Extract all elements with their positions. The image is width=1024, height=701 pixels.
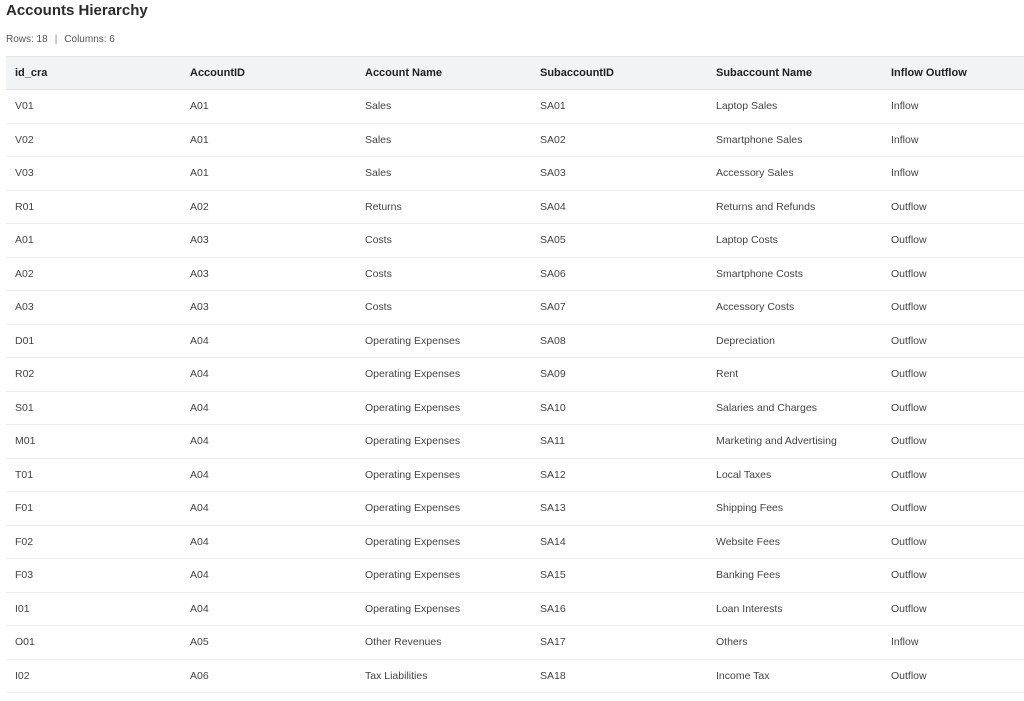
- table-cell: A02: [6, 257, 181, 291]
- table-cell: Outflow: [882, 291, 1024, 325]
- table-row: [6, 525, 1024, 559]
- table-cell: SA10: [531, 391, 707, 425]
- table-cell: Inflow: [882, 157, 1024, 191]
- table-cell: Inflow: [882, 90, 1024, 124]
- table-cell: A06: [181, 659, 356, 693]
- table-cell: A04: [181, 525, 356, 559]
- table-cell: A01: [181, 157, 356, 191]
- table-cell: Outflow: [882, 492, 1024, 526]
- table-cell: R01: [6, 190, 181, 224]
- table-row: [6, 190, 1024, 224]
- table-row: [6, 492, 1024, 526]
- table-cell: Outflow: [882, 190, 1024, 224]
- table-cell: O01: [6, 626, 181, 660]
- table-cell: Smartphone Sales: [707, 123, 882, 157]
- column-header-accountid[interactable]: AccountID: [181, 57, 356, 90]
- table-row: [6, 157, 1024, 191]
- table-cell: A04: [181, 358, 356, 392]
- table-cell: SA08: [531, 324, 707, 358]
- table-row: [6, 659, 1024, 693]
- table-cell: Marketing and Advertising: [707, 425, 882, 459]
- table-cell: A04: [181, 592, 356, 626]
- table-cell: Outflow: [882, 592, 1024, 626]
- table-row: [6, 257, 1024, 291]
- table-cell: R02: [6, 358, 181, 392]
- table-cell: D01: [6, 324, 181, 358]
- table-cell: SA07: [531, 291, 707, 325]
- table-cell: Outflow: [882, 324, 1024, 358]
- table-cell: Costs: [356, 257, 531, 291]
- table-cell: S01: [6, 391, 181, 425]
- table-cell: Operating Expenses: [356, 525, 531, 559]
- header-row: [6, 57, 1024, 90]
- column-header-inflow-outflow[interactable]: Inflow Outflow: [882, 57, 1024, 90]
- table-cell: SA13: [531, 492, 707, 526]
- table-cell: SA15: [531, 559, 707, 593]
- table-cell: SA09: [531, 358, 707, 392]
- columns-count: Columns: 6: [64, 34, 115, 45]
- table-cell: Sales: [356, 157, 531, 191]
- table-row: [6, 626, 1024, 660]
- table-cell: SA17: [531, 626, 707, 660]
- page-title: Accounts Hierarchy: [6, 2, 148, 19]
- table-cell: Smartphone Costs: [707, 257, 882, 291]
- table-cell: A02: [181, 190, 356, 224]
- table-cell: Banking Fees: [707, 559, 882, 593]
- table-row: [6, 324, 1024, 358]
- table-cell: A04: [181, 425, 356, 459]
- table-meta: [6, 33, 115, 47]
- table-cell: Accessory Sales: [707, 157, 882, 191]
- table-cell: Operating Expenses: [356, 592, 531, 626]
- table-cell: Inflow: [882, 123, 1024, 157]
- table-cell: A03: [6, 291, 181, 325]
- table-cell: A03: [181, 257, 356, 291]
- rows-count: Rows: 18: [6, 34, 48, 45]
- table-cell: Operating Expenses: [356, 559, 531, 593]
- accounts-table: [6, 56, 1024, 693]
- table-cell: SA11: [531, 425, 707, 459]
- table-cell: Outflow: [882, 224, 1024, 258]
- table-cell: A04: [181, 492, 356, 526]
- table-cell: SA16: [531, 592, 707, 626]
- table-row: [6, 224, 1024, 258]
- table-cell: F03: [6, 559, 181, 593]
- table-cell: V03: [6, 157, 181, 191]
- table-cell: I02: [6, 659, 181, 693]
- table-row: [6, 559, 1024, 593]
- column-header-subaccountid[interactable]: SubaccountID: [531, 57, 707, 90]
- table-cell: F02: [6, 525, 181, 559]
- table-cell: A01: [181, 123, 356, 157]
- table-cell: Depreciation: [707, 324, 882, 358]
- table-cell: Operating Expenses: [356, 324, 531, 358]
- table-cell: Outflow: [882, 659, 1024, 693]
- table-cell: Loan Interests: [707, 592, 882, 626]
- table-cell: T01: [6, 458, 181, 492]
- table-cell: Outflow: [882, 358, 1024, 392]
- table-cell: Outflow: [882, 458, 1024, 492]
- table-cell: SA02: [531, 123, 707, 157]
- table-cell: SA14: [531, 525, 707, 559]
- table-cell: Other Revenues: [356, 626, 531, 660]
- table-cell: A03: [181, 224, 356, 258]
- table-cell: Tax Liabilities: [356, 659, 531, 693]
- table-cell: Operating Expenses: [356, 425, 531, 459]
- table-cell: A03: [181, 291, 356, 325]
- table-cell: A01: [6, 224, 181, 258]
- table-cell: Operating Expenses: [356, 358, 531, 392]
- table-row: [6, 123, 1024, 157]
- table-cell: Sales: [356, 90, 531, 124]
- table-cell: Outflow: [882, 525, 1024, 559]
- table-cell: Others: [707, 626, 882, 660]
- table-row: [6, 291, 1024, 325]
- table-cell: I01: [6, 592, 181, 626]
- table-cell: Salaries and Charges: [707, 391, 882, 425]
- table-cell: M01: [6, 425, 181, 459]
- table-cell: SA12: [531, 458, 707, 492]
- table-row: [6, 458, 1024, 492]
- table-cell: Operating Expenses: [356, 391, 531, 425]
- table-cell: A04: [181, 391, 356, 425]
- table-cell: A05: [181, 626, 356, 660]
- table-cell: Outflow: [882, 425, 1024, 459]
- table-row: [6, 425, 1024, 459]
- table-cell: Rent: [707, 358, 882, 392]
- table-cell: Returns and Refunds: [707, 190, 882, 224]
- table-cell: SA04: [531, 190, 707, 224]
- table-cell: Local Taxes: [707, 458, 882, 492]
- column-header-subaccount-name[interactable]: Subaccount Name: [707, 57, 882, 90]
- table-cell: Sales: [356, 123, 531, 157]
- table-cell: SA18: [531, 659, 707, 693]
- table-cell: SA03: [531, 157, 707, 191]
- table-cell: Costs: [356, 291, 531, 325]
- table-cell: A04: [181, 559, 356, 593]
- data-table-container: [6, 56, 1024, 693]
- table-row: [6, 592, 1024, 626]
- table-cell: SA05: [531, 224, 707, 258]
- table-cell: A04: [181, 458, 356, 492]
- table-cell: Inflow: [882, 626, 1024, 660]
- table-cell: SA01: [531, 90, 707, 124]
- table-cell: Outflow: [882, 391, 1024, 425]
- table-cell: V01: [6, 90, 181, 124]
- table-cell: Website Fees: [707, 525, 882, 559]
- table-row: [6, 90, 1024, 124]
- column-header-id-cra[interactable]: id_cra: [6, 57, 181, 90]
- table-row: [6, 358, 1024, 392]
- table-cell: Returns: [356, 190, 531, 224]
- table-cell: Operating Expenses: [356, 458, 531, 492]
- table-cell: SA06: [531, 257, 707, 291]
- table-cell: Laptop Costs: [707, 224, 882, 258]
- table-body: [6, 90, 1024, 693]
- table-cell: Outflow: [882, 559, 1024, 593]
- table-cell: Costs: [356, 224, 531, 258]
- table-row: [6, 391, 1024, 425]
- table-cell: Accessory Costs: [707, 291, 882, 325]
- meta-separator: |: [54, 34, 58, 45]
- table-cell: Operating Expenses: [356, 492, 531, 526]
- table-cell: Shipping Fees: [707, 492, 882, 526]
- table-cell: Outflow: [882, 257, 1024, 291]
- table-cell: F01: [6, 492, 181, 526]
- table-cell: V02: [6, 123, 181, 157]
- table-cell: Income Tax: [707, 659, 882, 693]
- table-cell: Laptop Sales: [707, 90, 882, 124]
- table-header: [6, 57, 1024, 90]
- column-header-account-name[interactable]: Account Name: [356, 57, 531, 90]
- table-cell: A04: [181, 324, 356, 358]
- table-cell: A01: [181, 90, 356, 124]
